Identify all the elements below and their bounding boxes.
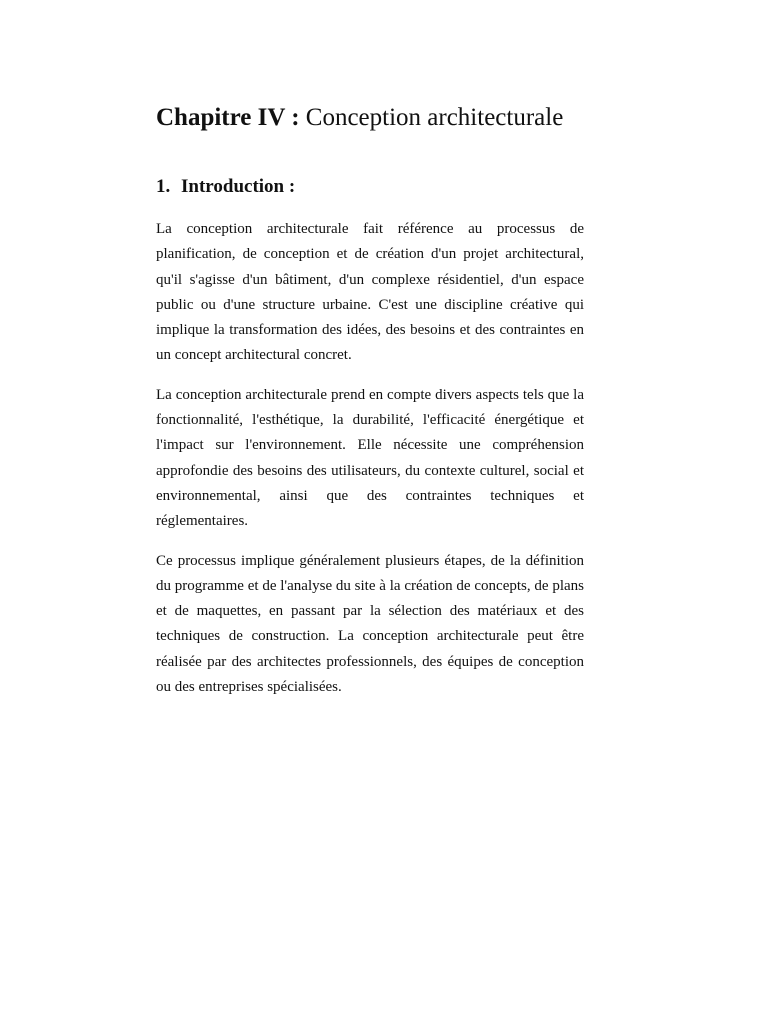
paragraph-1: La conception architecturale fait référence au processus de planification, de conception et de création d'un projet architectural, qu'il s'agisse d'un bâtiment, d'un complexe résidentiel, d'un espace public ou d'une structure urbaine. C'est une discipline créative qui implique la transformation des idées, des besoins et des contraintes en un concept architectural concret. (156, 221, 584, 364)
document-page (156, 100, 584, 700)
section-number: 1. (156, 176, 171, 197)
chapter-title: Conception architecturale (305, 104, 564, 131)
chapter-heading (156, 100, 584, 136)
section-title: Introduction : (181, 176, 296, 197)
paragraph-2: La conception architecturale prend en compte divers aspects tels que la fonctionnalité, l'esthétique, la durabilité, l'efficacité énergétique et l'impact sur l'environnement. Elle nécessite une compréhension approfondie des besoins des utilisateurs, du contexte culturel, social et environnemental, ainsi que des contraintes techniques et réglementaires. (156, 386, 584, 530)
paragraph-3: Ce processus implique généralement plusieurs étapes, de la définition du programme et de l'analyse du site à la création de concepts, de plans et de maquettes, en passant par la sélection des matériaux et des techniques de construction. La conception architecturale peut être réalisée par des architectes professionnels, des équipes de conception ou des entreprises spécialisées. (156, 552, 584, 696)
section-heading (156, 174, 584, 200)
chapter-label: Chapitre IV : (156, 104, 300, 131)
